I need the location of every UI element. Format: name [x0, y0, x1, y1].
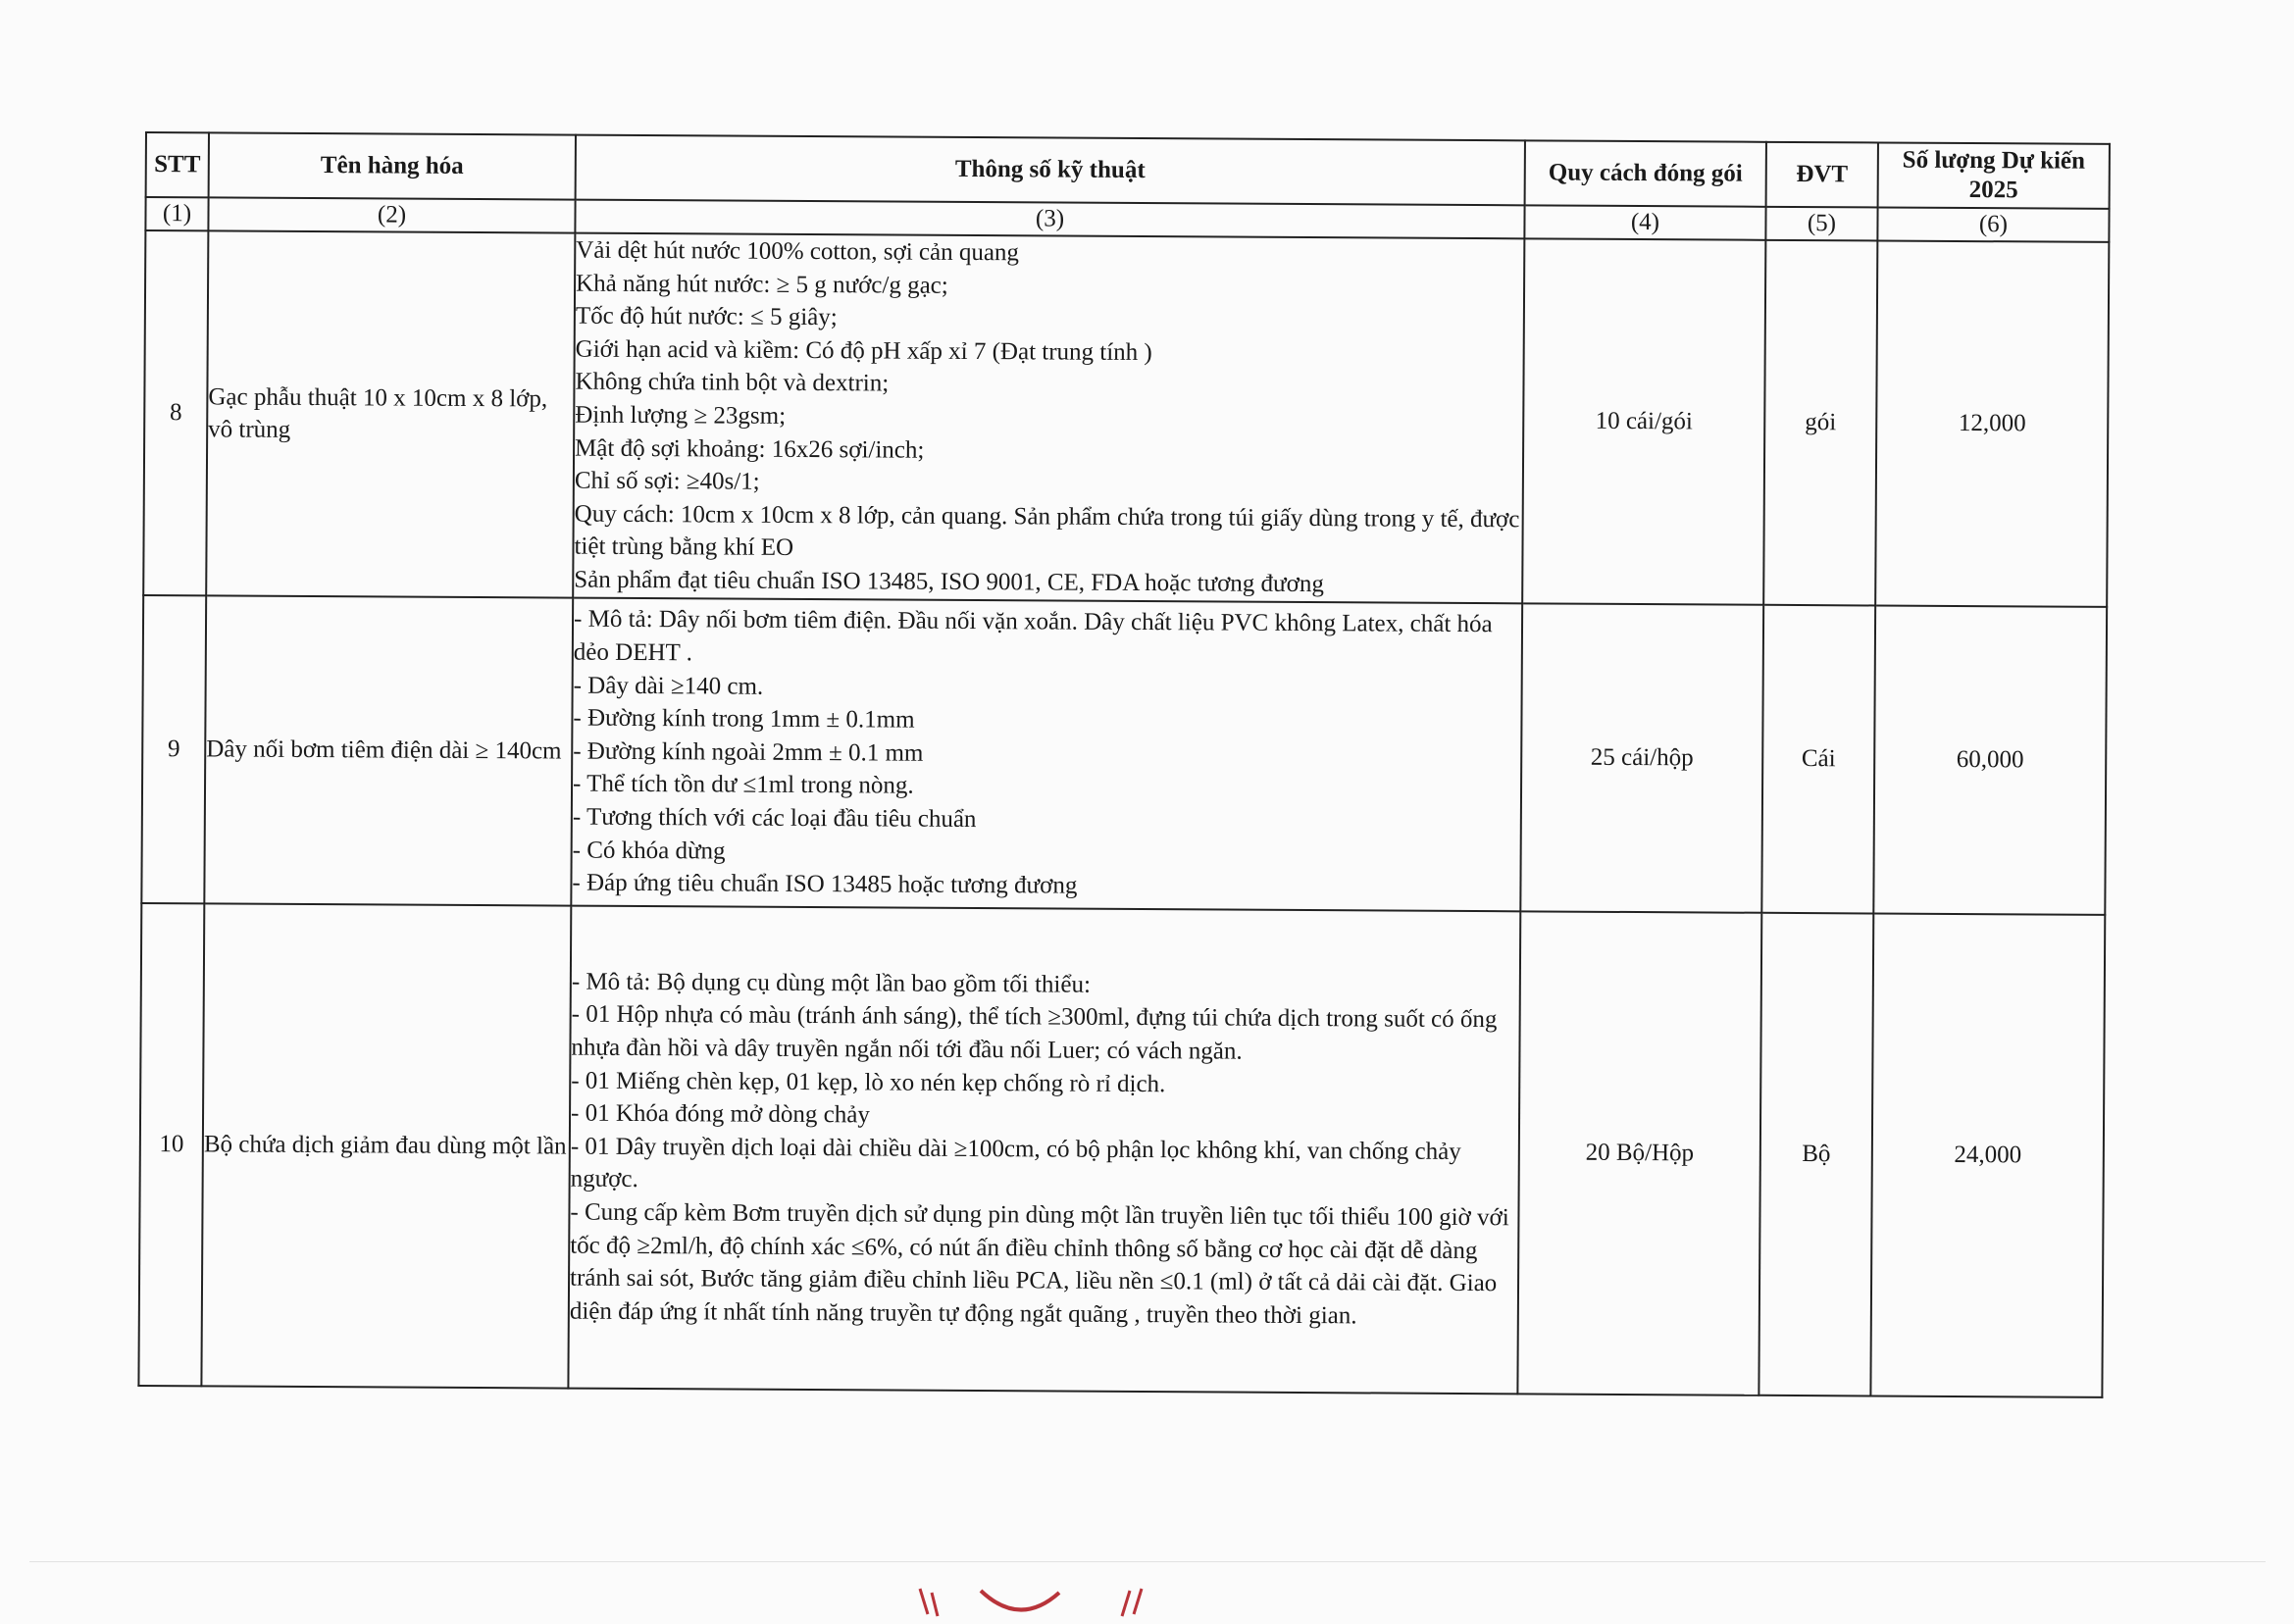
row-packing: 20 Bộ/Hộp — [1517, 911, 1761, 1395]
spec-line: Định lượng ≥ 23gsm; — [575, 401, 787, 430]
header-packing: Quy cách đóng gói — [1525, 140, 1766, 206]
row-spec — [573, 233, 1524, 603]
spec-line: - 01 Hộp nhựa có màu (tránh ánh sáng), thể tích ≥300ml, đựng túi chứa dịch trong suốt có ống nhựa đàn hồi và dây truyền ngắn nối tới đầu nối Luer; có vách ngăn. — [571, 1000, 1498, 1065]
spec-line: Sản phẩm đạt tiêu chuẩn ISO 13485, ISO 9001, CE, FDA hoặc tương đương — [574, 566, 1324, 598]
row-item-name: Gạc phẫu thuật 10 x 10cm x 8 lớp, vô trùng — [206, 230, 575, 597]
row-unit: Bộ — [1759, 912, 1873, 1396]
row-unit: Cái — [1761, 604, 1875, 913]
table-row — [143, 230, 2109, 606]
row-qty: 24,000 — [1870, 913, 2105, 1396]
header-qty: Số lượng Dự kiến 2025 — [1878, 142, 2110, 208]
row-item-name: Bộ chứa dịch giảm đau dùng một lần — [201, 903, 571, 1388]
spec-line: Mật độ sợi khoảng: 16x26 sợi/inch; — [575, 434, 925, 464]
row-stt: 9 — [141, 595, 206, 903]
spec-line: - 01 Khóa đóng mở dòng chảy — [570, 1099, 870, 1129]
table-row — [138, 903, 2105, 1397]
spec-line: - Đường kính ngoài 2mm ± 0.1 mm — [573, 737, 924, 767]
col-number-4: (4) — [1524, 205, 1765, 239]
red-stamp-fragment — [912, 1571, 1167, 1624]
spec-line: - Đường kính trong 1mm ± 0.1mm — [573, 704, 915, 734]
row-stt: 10 — [138, 903, 204, 1386]
row-qty: 12,000 — [1875, 240, 2109, 606]
col-number-5: (5) — [1765, 207, 1877, 241]
col-number-2: (2) — [208, 197, 575, 232]
spec-line: - Mô tả: Dây nối bơm tiêm điện. Đầu nối vặn xoắn. Dây chất liệu PVC không Latex, chất hóa dẻo DEHT . — [573, 605, 1493, 667]
scan-edge-line — [29, 1561, 2266, 1562]
spec-line: Quy cách: 10cm x 10cm x 8 lớp, cản quang. Sản phẩm chứa trong túi giấy dùng trong y tế, được tiệt trùng bằng khí EO — [574, 500, 1520, 562]
spec-line: Khả năng hút nước: ≥ 5 g nước/g gạc; — [576, 270, 948, 299]
spec-line: - Tương thích với các loại đầu tiêu chuẩn — [572, 803, 977, 833]
spec-line: - Mô tả: Bộ dụng cụ dùng một lần bao gồm tối thiểu: — [571, 968, 1092, 998]
table-row — [141, 595, 2107, 915]
row-packing: 25 cái/hộp — [1520, 603, 1763, 912]
spec-line: Tốc độ hút nước: ≤ 5 giây; — [575, 302, 838, 331]
row-item-name: Dây nối bơm tiêm điện dài ≥ 140cm — [204, 595, 573, 905]
header-spec: Thông số kỹ thuật — [576, 135, 1525, 206]
row-spec — [571, 597, 1522, 911]
header-unit: ĐVT — [1766, 142, 1878, 208]
spec-line: - 01 Miếng chèn kẹp, 01 kẹp, lò xo nén kẹp chống rò rỉ dịch. — [571, 1067, 1166, 1097]
col-number-6: (6) — [1877, 207, 2109, 241]
header-row — [146, 132, 2110, 209]
col-number-3: (3) — [575, 200, 1524, 239]
spec-line: - 01 Dây truyền dịch loại dài chiều dài ≥100cm, có bộ phận lọc không khí, van chống chảy ngược. — [570, 1133, 1461, 1193]
header-name: Tên hàng hóa — [209, 132, 576, 199]
col-number-1: (1) — [145, 197, 208, 230]
technical-spec-table — [137, 131, 2111, 1397]
row-spec — [568, 905, 1520, 1394]
row-unit: gói — [1763, 240, 1877, 605]
spec-line: Chỉ số sợi: ≥40s/1; — [574, 467, 760, 495]
row-qty: 60,000 — [1873, 605, 2107, 914]
spec-line: - Thể tích tồn dư ≤1ml trong nòng. — [572, 770, 914, 799]
spec-line: - Đáp ứng tiêu chuẩn ISO 13485 hoặc tương đương — [572, 869, 1078, 899]
spec-line: Giới hạn acid và kiềm: Có độ pH xấp xỉ 7 (Đạt trung tính ) — [575, 335, 1152, 366]
spec-line: - Có khóa dừng — [572, 837, 726, 865]
row-packing: 10 cái/gói — [1522, 238, 1765, 604]
spec-line: - Cung cấp kèm Bơm truyền dịch sử dụng pin dùng một lần truyền liên tục tối thiểu 100 giờ với tốc độ ≥2ml/h, độ chính xác ≤6%, có nút ấn điều chỉnh thông số bằng cơ học cài đặt dễ dàng tránh sai sót, Bước tăng giảm điều chỉnh liều PCA, liều nền ≤0.1 (ml) ở tất cả dải cài đặt. Giao diện đáp ứng ít nhất tính năng truyền tự động ngắt quãng , truyền theo thời gian. — [569, 1198, 1509, 1330]
header-stt: STT — [146, 132, 209, 197]
spec-line: - Dây dài ≥140 cm. — [573, 672, 764, 700]
spec-line: Không chứa tinh bột và dextrin; — [575, 368, 890, 397]
row-stt: 8 — [143, 230, 208, 595]
spec-line: Vải dệt hút nước 100% cotton, sợi cản quang — [576, 236, 1020, 267]
